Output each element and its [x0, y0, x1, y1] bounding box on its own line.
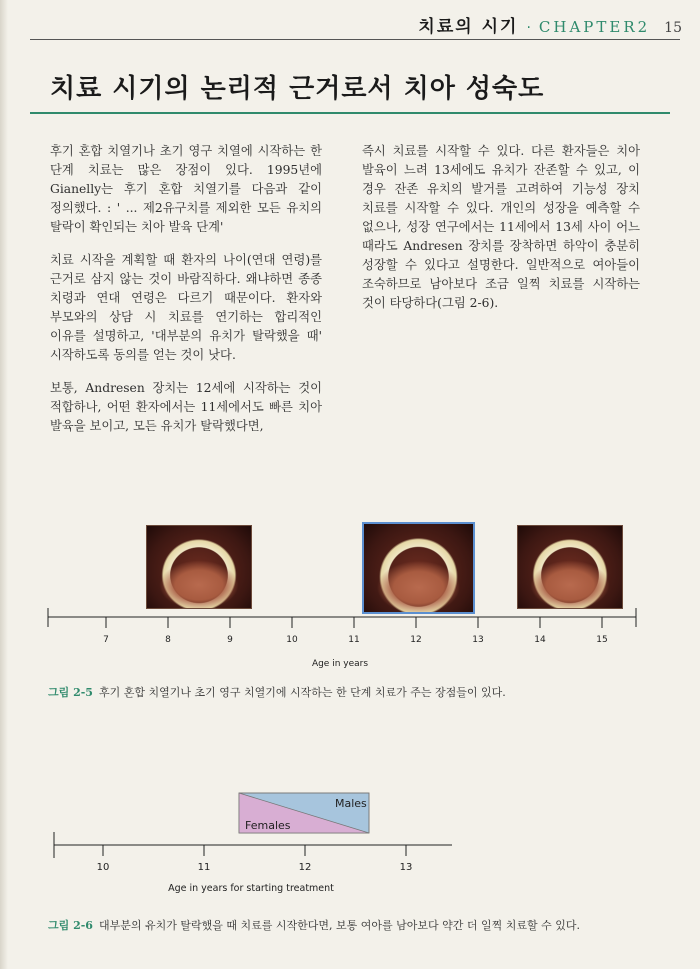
axis-tick-label: 13: [399, 862, 413, 873]
figure-caption-2-6: [48, 917, 580, 933]
caption-text: 대부분의 유치가 탈락했을 때 치료를 시작한다면, 보통 여아를 남아보다 약간 더 일찍 치료할 수 있다.: [98, 919, 580, 932]
axis-tick-label: 8: [165, 635, 171, 645]
section-title: 치료 시기의 논리적 근거로서 치아 성숙도: [50, 74, 545, 104]
axis-tick-label: 13: [472, 635, 484, 645]
axis-tick-label: 7: [103, 635, 109, 645]
axis-tick-label: 10: [96, 862, 110, 873]
paragraph: 후기 혼합 치열기나 초기 영구 치열에 시작하는 한 단계 치료는 많은 장점이 있다. 1995년에 Gianelly는 후기 혼합 치열기를 다음과 같이 정의했다. : ' ... 제2유구치를 제외한 모든 유치의 탈락이 확인되는 치아 발육 단계': [50, 144, 322, 234]
chapter-title: 치료의 시기: [418, 17, 519, 37]
treatment-start-chart: [239, 793, 369, 833]
figure-caption-2-5: [48, 684, 506, 700]
males-label: Males: [335, 797, 367, 810]
paragraph: 치료 시작을 계획할 때 환자의 나이(연대 연령)를 근거로 삼지 않는 것이 바람직하다. 왜냐하면 종종 치령과 연대 연령은 다르기 때문이다. 환자와 부모와의 상담 시 치료를 연기하는 합리적인 이유를 설명하고, '대부분의 유치가 탈락했을 때' 시작하도록 동의를 얻는 것이 낫다.: [50, 253, 322, 362]
caption-number: 그림 2-5: [48, 686, 93, 699]
axis-tick-label: 9: [227, 635, 233, 645]
page-number: 15: [664, 20, 682, 36]
females-label: Females: [245, 819, 291, 832]
axis-tick-label: 12: [410, 635, 422, 645]
axis-title-age: Age in years: [311, 659, 369, 669]
header-separator: ·: [526, 20, 531, 36]
axis-tick-label: 11: [197, 862, 211, 873]
axis-tick-label: 11: [348, 635, 360, 645]
paragraph: 보통, Andresen 장치는 12세에 시작하는 것이 적합하나, 어떤 환자에서는 11세에서도 빠른 치아 발육을 보이고, 모든 유치가 탈락했다면,: [50, 381, 322, 433]
axis-tick-label: 15: [596, 635, 608, 645]
caption-number: 그림 2-6: [48, 919, 93, 932]
caption-text: 후기 혼합 치열기나 초기 영구 치열기에 시작하는 한 단계 치료가 주는 장점들이 있다.: [98, 686, 506, 699]
axis-tick-label: 12: [298, 862, 312, 873]
paragraph: 즉시 치료를 시작할 수 있다. 다른 환자들은 치아 발육이 느려 13세에도 유치가 잔존할 수 있고, 이 경우 잔존 유치의 발거를 고려하여 기능성 장치 치료를 시작할 수 있다. 개인의 성장을 예측할 수 없으나, 성장 연구에서는 11세에서 13세 사이 어느 때라도 Andresen 장치를 장착하면 하악이 충분히 성장할 수 있다고 설명한다. 일반적으로 여아들이 조숙하므로 남아보다 조금 일찍 치료를 시작하는 것이 타당하다(그림 2-6).: [362, 144, 640, 310]
axis-tick-label: 10: [286, 635, 298, 645]
chapter-label: CHAPTER2: [538, 18, 651, 36]
axis-tick-label: 14: [534, 635, 546, 645]
axis-title-treatment: Age in years for starting treatment: [168, 883, 334, 894]
